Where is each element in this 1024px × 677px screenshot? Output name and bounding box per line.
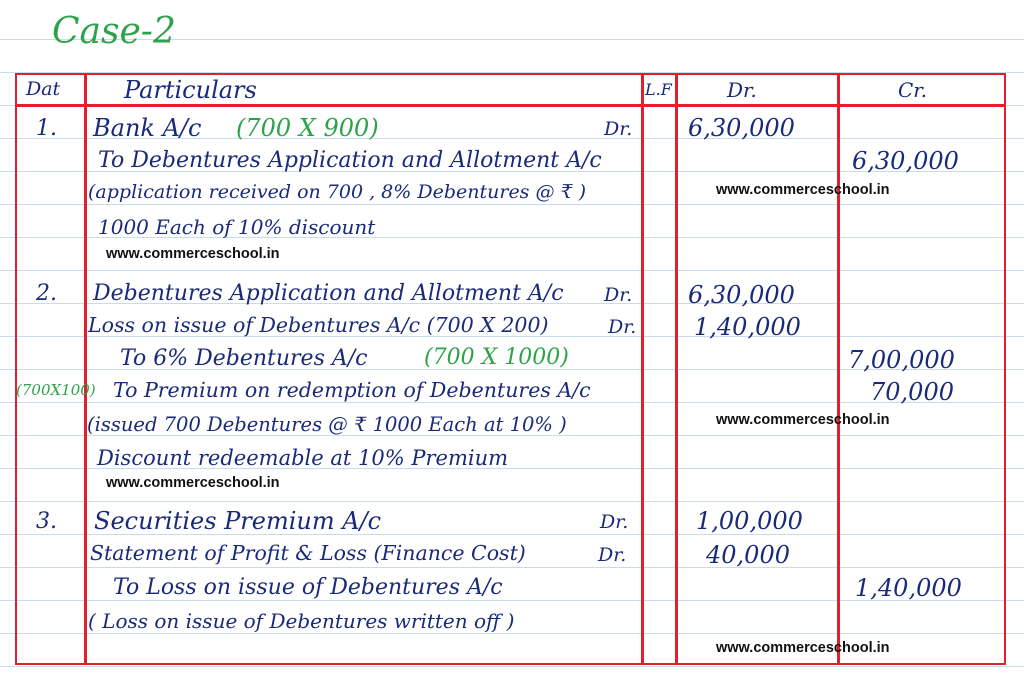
entry-line: To Premium on redemption of Debentures A/c	[113, 378, 591, 402]
credit-amount: 7,00,000	[848, 346, 955, 374]
debit-amount: 1,00,000	[696, 507, 803, 535]
narration: ( Loss on issue of Debentures written off )	[88, 609, 515, 633]
dr-mark: Dr.	[604, 284, 633, 306]
col-divider-particulars	[641, 73, 644, 665]
header-date: Dat	[26, 78, 61, 100]
watermark: www.commerceschool.in	[716, 182, 890, 198]
entry-line: To 6% Debentures A/c	[120, 346, 368, 371]
narration: Discount redeemable at 10% Premium	[97, 446, 509, 470]
watermark: www.commerceschool.in	[716, 412, 890, 428]
header-particulars: Particulars	[124, 76, 257, 104]
entry-line: Bank A/c	[93, 114, 202, 142]
entry-line: Securities Premium A/c	[94, 507, 382, 535]
case-title: Case-2	[52, 11, 176, 52]
dr-mark: Dr.	[608, 316, 637, 338]
calculation-note: (700 X 1000)	[424, 345, 569, 370]
entry-line: Loss on issue of Debentures A/c (700 X 200)	[88, 313, 549, 337]
entry-number: 2.	[36, 281, 57, 306]
dr-mark: Dr.	[598, 544, 627, 566]
col-divider-debit	[837, 73, 840, 665]
header-divider	[15, 104, 1006, 107]
calculation-note: (700 X 900)	[236, 114, 379, 142]
col-divider-lf	[675, 73, 678, 665]
watermark: www.commerceschool.in	[716, 640, 890, 656]
debit-amount: 6,30,000	[688, 281, 795, 309]
header-lf: L.F	[645, 80, 672, 99]
entry-line: To Debentures Application and Allotment A/c	[98, 148, 602, 173]
entry-number: 1.	[36, 116, 57, 141]
dr-mark: Dr.	[604, 118, 633, 140]
narration: (issued 700 Debentures @ ₹ 1000 Each at 10% )	[87, 413, 567, 436]
credit-amount: 70,000	[870, 378, 954, 406]
debit-amount: 6,30,000	[688, 114, 795, 142]
debit-amount: 40,000	[706, 541, 790, 569]
watermark: www.commerceschool.in	[106, 246, 280, 262]
entry-line: Statement of Profit & Loss (Finance Cost)	[90, 541, 526, 565]
narration: (application received on 700 , 8% Debentures @ ₹ )	[88, 181, 587, 203]
debit-amount: 1,40,000	[694, 313, 801, 341]
calculation-note: (700X100)	[16, 381, 96, 399]
watermark: www.commerceschool.in	[106, 475, 280, 491]
entry-line: To Loss on issue of Debentures A/c	[113, 575, 503, 600]
credit-amount: 1,40,000	[855, 574, 962, 602]
credit-amount: 6,30,000	[852, 147, 959, 175]
header-debit: Dr.	[727, 78, 757, 102]
dr-mark: Dr.	[600, 511, 629, 533]
narration: 1000 Each of 10% discount	[98, 215, 376, 239]
entry-number: 3.	[36, 509, 57, 534]
col-divider-date	[84, 73, 87, 665]
entry-line: Debentures Application and Allotment A/c	[93, 281, 564, 306]
header-credit: Cr.	[898, 78, 928, 102]
